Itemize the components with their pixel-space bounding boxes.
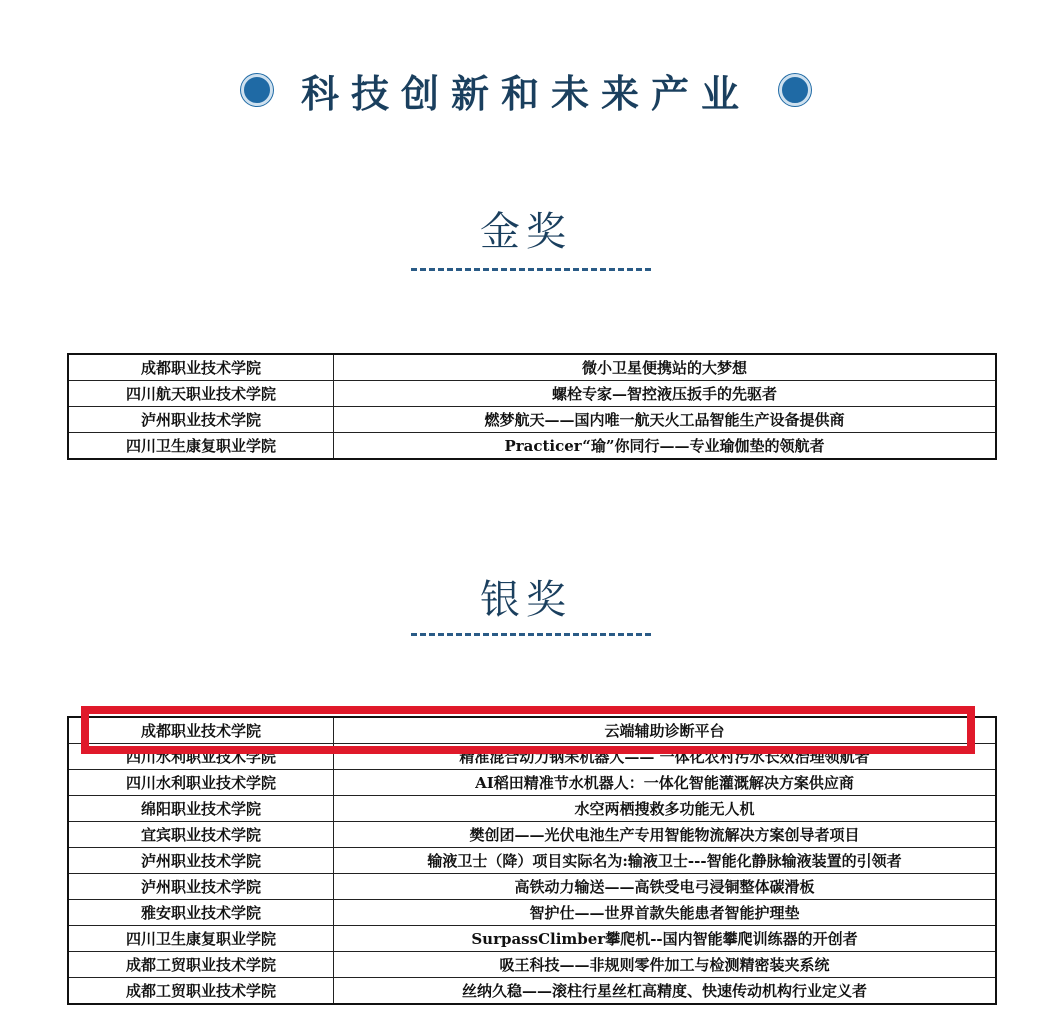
school-cell: 泸州职业技术学院 <box>68 407 334 433</box>
table-row <box>68 926 996 952</box>
school-cell: 四川水利职业技术学院 <box>68 770 334 796</box>
school-cell: 四川卫生康复职业学院 <box>68 433 334 460</box>
table-row <box>68 354 996 381</box>
left-bullet-icon <box>241 74 273 106</box>
table-row <box>68 822 996 848</box>
school-cell: 四川航天职业技术学院 <box>68 381 334 407</box>
school-cell: 成都工贸职业技术学院 <box>68 952 334 978</box>
school-cell: 绵阳职业技术学院 <box>68 796 334 822</box>
table-row <box>68 900 996 926</box>
project-cell: 燃梦航天——国内唯一航天火工品智能生产设备提供商 <box>334 407 997 433</box>
project-cell: 吸王科技——非规则零件加工与检测精密装夹系统 <box>334 952 997 978</box>
project-cell: 精准混合动力钢耒机器人—— 一体化农村污水长效治理领航者 <box>334 744 997 770</box>
highlight-box <box>81 706 975 754</box>
page-title: 科技创新和未来产业 <box>300 70 751 116</box>
table-row <box>68 381 996 407</box>
school-cell: 宜宾职业技术学院 <box>68 822 334 848</box>
silver-title-divider <box>411 633 651 636</box>
silver-award-title: 银奖 <box>480 577 572 623</box>
school-cell: 泸州职业技术学院 <box>68 848 334 874</box>
project-cell: 樊创团——光伏电池生产专用智能物流解决方案创导者项目 <box>334 822 997 848</box>
school-cell: 成都职业技术学院 <box>68 354 334 381</box>
gold-award-title: 金奖 <box>480 209 572 255</box>
table-row <box>68 407 996 433</box>
project-cell: 输液卫士（降）项目实际名为:输液卫士---智能化静脉输液装置的引领者 <box>334 848 997 874</box>
school-cell: 雅安职业技术学院 <box>68 900 334 926</box>
school-cell: 成都职业技术学院 <box>68 717 334 744</box>
table-row <box>68 848 996 874</box>
school-cell: 四川卫生康复职业学院 <box>68 926 334 952</box>
gold-award-table <box>67 353 997 460</box>
project-cell: 云端辅助诊断平台 <box>334 717 997 744</box>
school-cell: 四川水利职业技术学院 <box>68 744 334 770</box>
gold-title-divider <box>411 268 651 271</box>
project-cell: AI稻田精准节水机器人：一体化智能灌溉解决方案供应商 <box>334 770 997 796</box>
school-cell: 成都工贸职业技术学院 <box>68 978 334 1005</box>
school-cell: 泸州职业技术学院 <box>68 874 334 900</box>
project-cell: SurpassClimber攀爬机--国内智能攀爬训练器的开创者 <box>334 926 997 952</box>
table-row <box>68 952 996 978</box>
table-row <box>68 874 996 900</box>
table-row <box>68 796 996 822</box>
project-cell: 智护仕——世界首款失能患者智能护理垫 <box>334 900 997 926</box>
table-row <box>68 770 996 796</box>
project-cell: 高铁动力输送——高铁受电弓浸铜整体碳滑板 <box>334 874 997 900</box>
project-cell: 微小卫星便携站的大梦想 <box>334 354 997 381</box>
project-cell: Practicer“瑜”你同行——专业瑜伽垫的领航者 <box>334 433 997 460</box>
project-cell: 丝纳久稳——滚柱行星丝杠高精度、快速传动机构行业定义者 <box>334 978 997 1005</box>
project-cell: 水空两栖搜救多功能无人机 <box>334 796 997 822</box>
right-bullet-icon <box>779 74 811 106</box>
table-row <box>68 433 996 460</box>
silver-award-table <box>67 716 997 1005</box>
project-cell: 螺栓专家—智控液压扳手的先驱者 <box>334 381 997 407</box>
table-row <box>68 978 996 1005</box>
page-header <box>0 62 1052 118</box>
